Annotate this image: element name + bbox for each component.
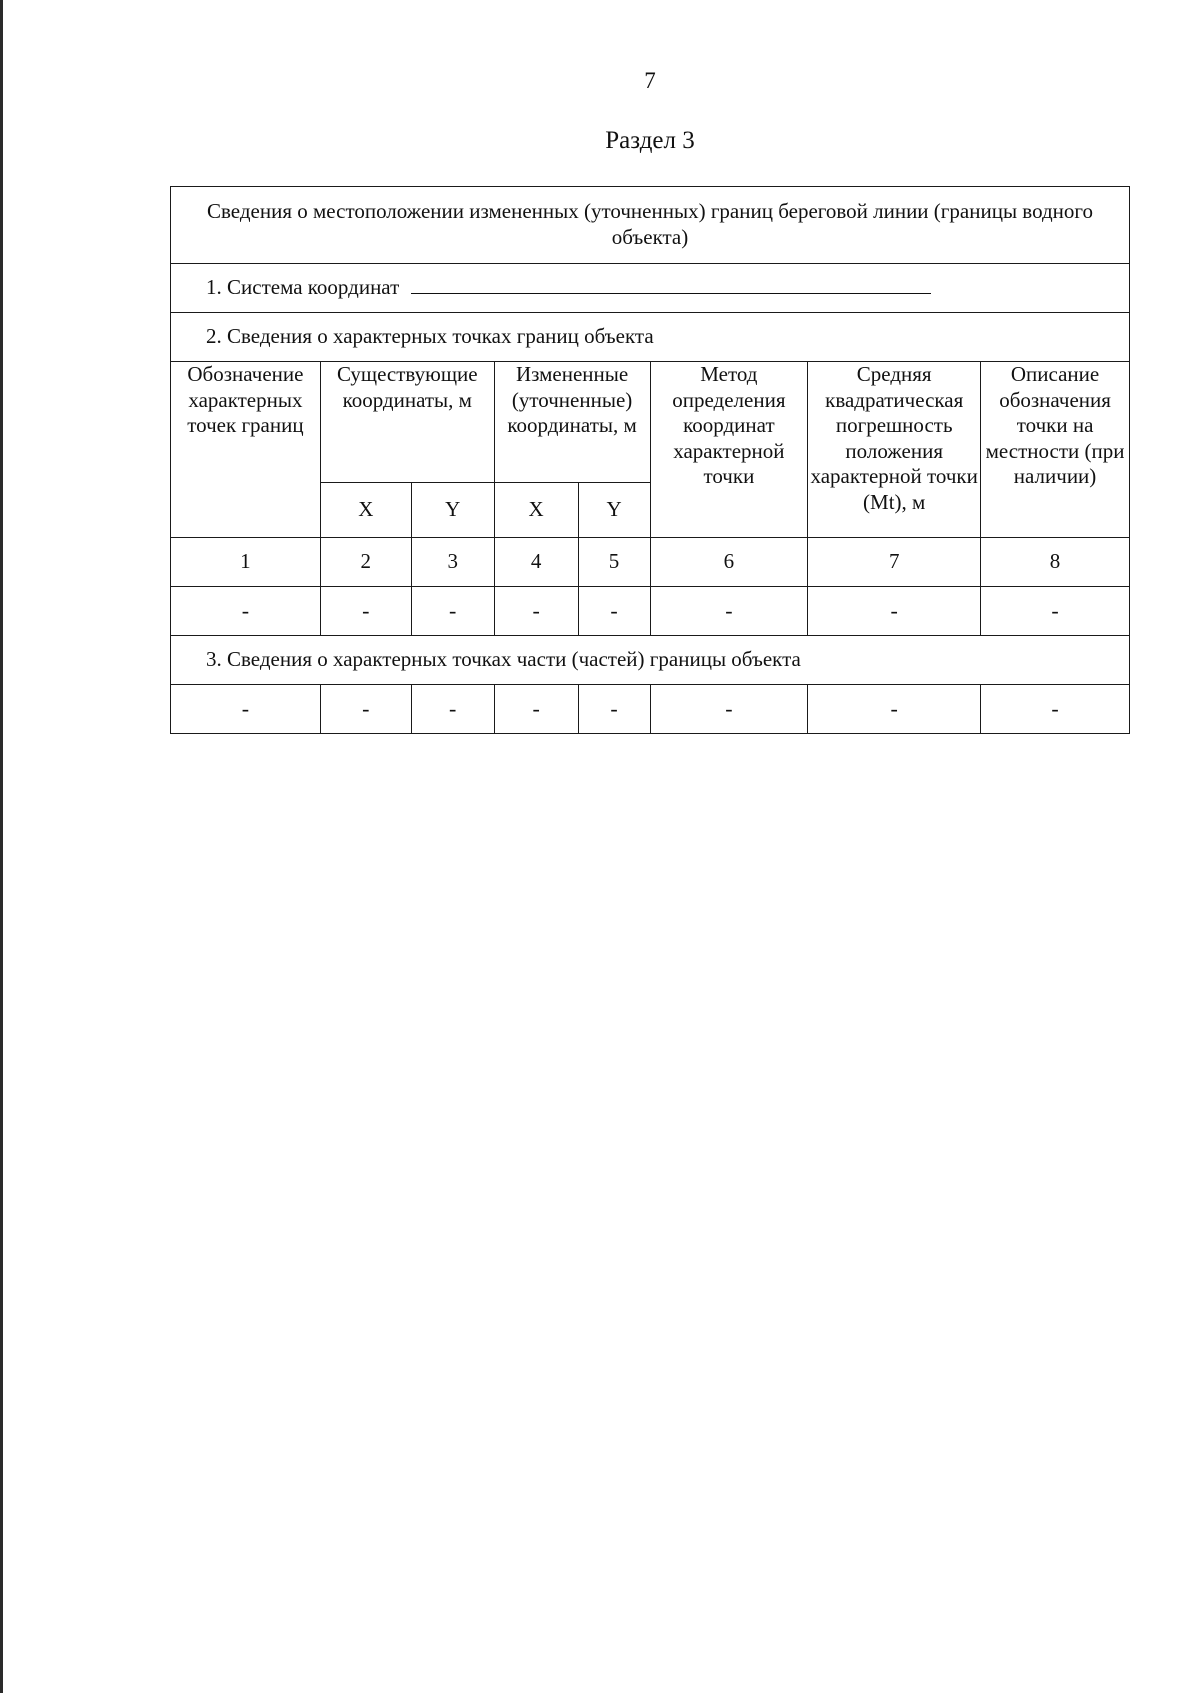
table-cell: -: [494, 587, 578, 636]
table-cell: -: [808, 587, 981, 636]
column-number: 7: [808, 538, 981, 587]
table-cell: -: [320, 587, 411, 636]
header-changed-x: X: [494, 483, 578, 538]
column-numbers-row: [171, 538, 1130, 587]
header-row: [171, 362, 1130, 483]
points-section-title: 2. Сведения о характерных точках границ объекта: [206, 324, 654, 349]
table-cell: -: [320, 685, 411, 734]
table-caption-cell: [171, 187, 1130, 264]
header-existing-y: Y: [411, 483, 494, 538]
table-cell: -: [171, 587, 321, 636]
header-existing-x: X: [320, 483, 411, 538]
parts-section-title: 3. Сведения о характерных точках части (частей) границы объекта: [206, 647, 801, 672]
table-cell: -: [981, 587, 1130, 636]
column-number: 1: [171, 538, 321, 587]
table-cell: -: [650, 587, 808, 636]
column-number: 2: [320, 538, 411, 587]
header-description: Описание обозначения точки на местности (при наличии): [981, 362, 1130, 538]
header-existing-coords: Существующие координаты, м: [320, 362, 494, 483]
points-data-row: [171, 587, 1130, 636]
table-cell: -: [411, 587, 494, 636]
parts-section-row: [171, 636, 1130, 685]
points-section-row: [171, 313, 1130, 362]
page-edge: [0, 0, 3, 1693]
coordinate-system-row: [171, 264, 1130, 313]
column-number: 8: [981, 538, 1130, 587]
table-caption: Сведения о местоположении измененных (уточненных) границ береговой линии (границы водного объекта): [207, 199, 1093, 249]
table-cell: -: [808, 685, 981, 734]
table-cell: -: [494, 685, 578, 734]
section-title: Раздел 3: [605, 127, 695, 154]
header-changed-coords: Измененные (уточненные) координаты, м: [494, 362, 650, 483]
column-number: 6: [650, 538, 808, 587]
column-number: 4: [494, 538, 578, 587]
column-number: 5: [578, 538, 650, 587]
table-cell: -: [411, 685, 494, 734]
table-cell: -: [981, 685, 1130, 734]
header-mse: Средняя квадратическая погрешность положения характерной точки (Mt), м: [808, 362, 981, 538]
column-number: 3: [411, 538, 494, 587]
coordinate-system-blank: [411, 275, 931, 294]
table-cell: -: [578, 685, 650, 734]
header-designation: Обозначение характерных точек границ: [171, 362, 321, 538]
points-section-cell: [171, 313, 1130, 362]
coordinate-system-label: 1. Система координат: [206, 275, 400, 300]
parts-data-row: [171, 685, 1130, 734]
boundary-table: [170, 186, 1130, 734]
header-changed-y: Y: [578, 483, 650, 538]
table-cell: -: [578, 587, 650, 636]
parts-section-cell: [171, 636, 1130, 685]
coordinate-system-cell: [171, 264, 1130, 313]
table-cell: -: [650, 685, 808, 734]
table-cell: -: [171, 685, 321, 734]
header-method: Метод определения координат характерной точки: [650, 362, 808, 538]
caption-row: [171, 187, 1130, 264]
page-number: 7: [644, 68, 656, 93]
